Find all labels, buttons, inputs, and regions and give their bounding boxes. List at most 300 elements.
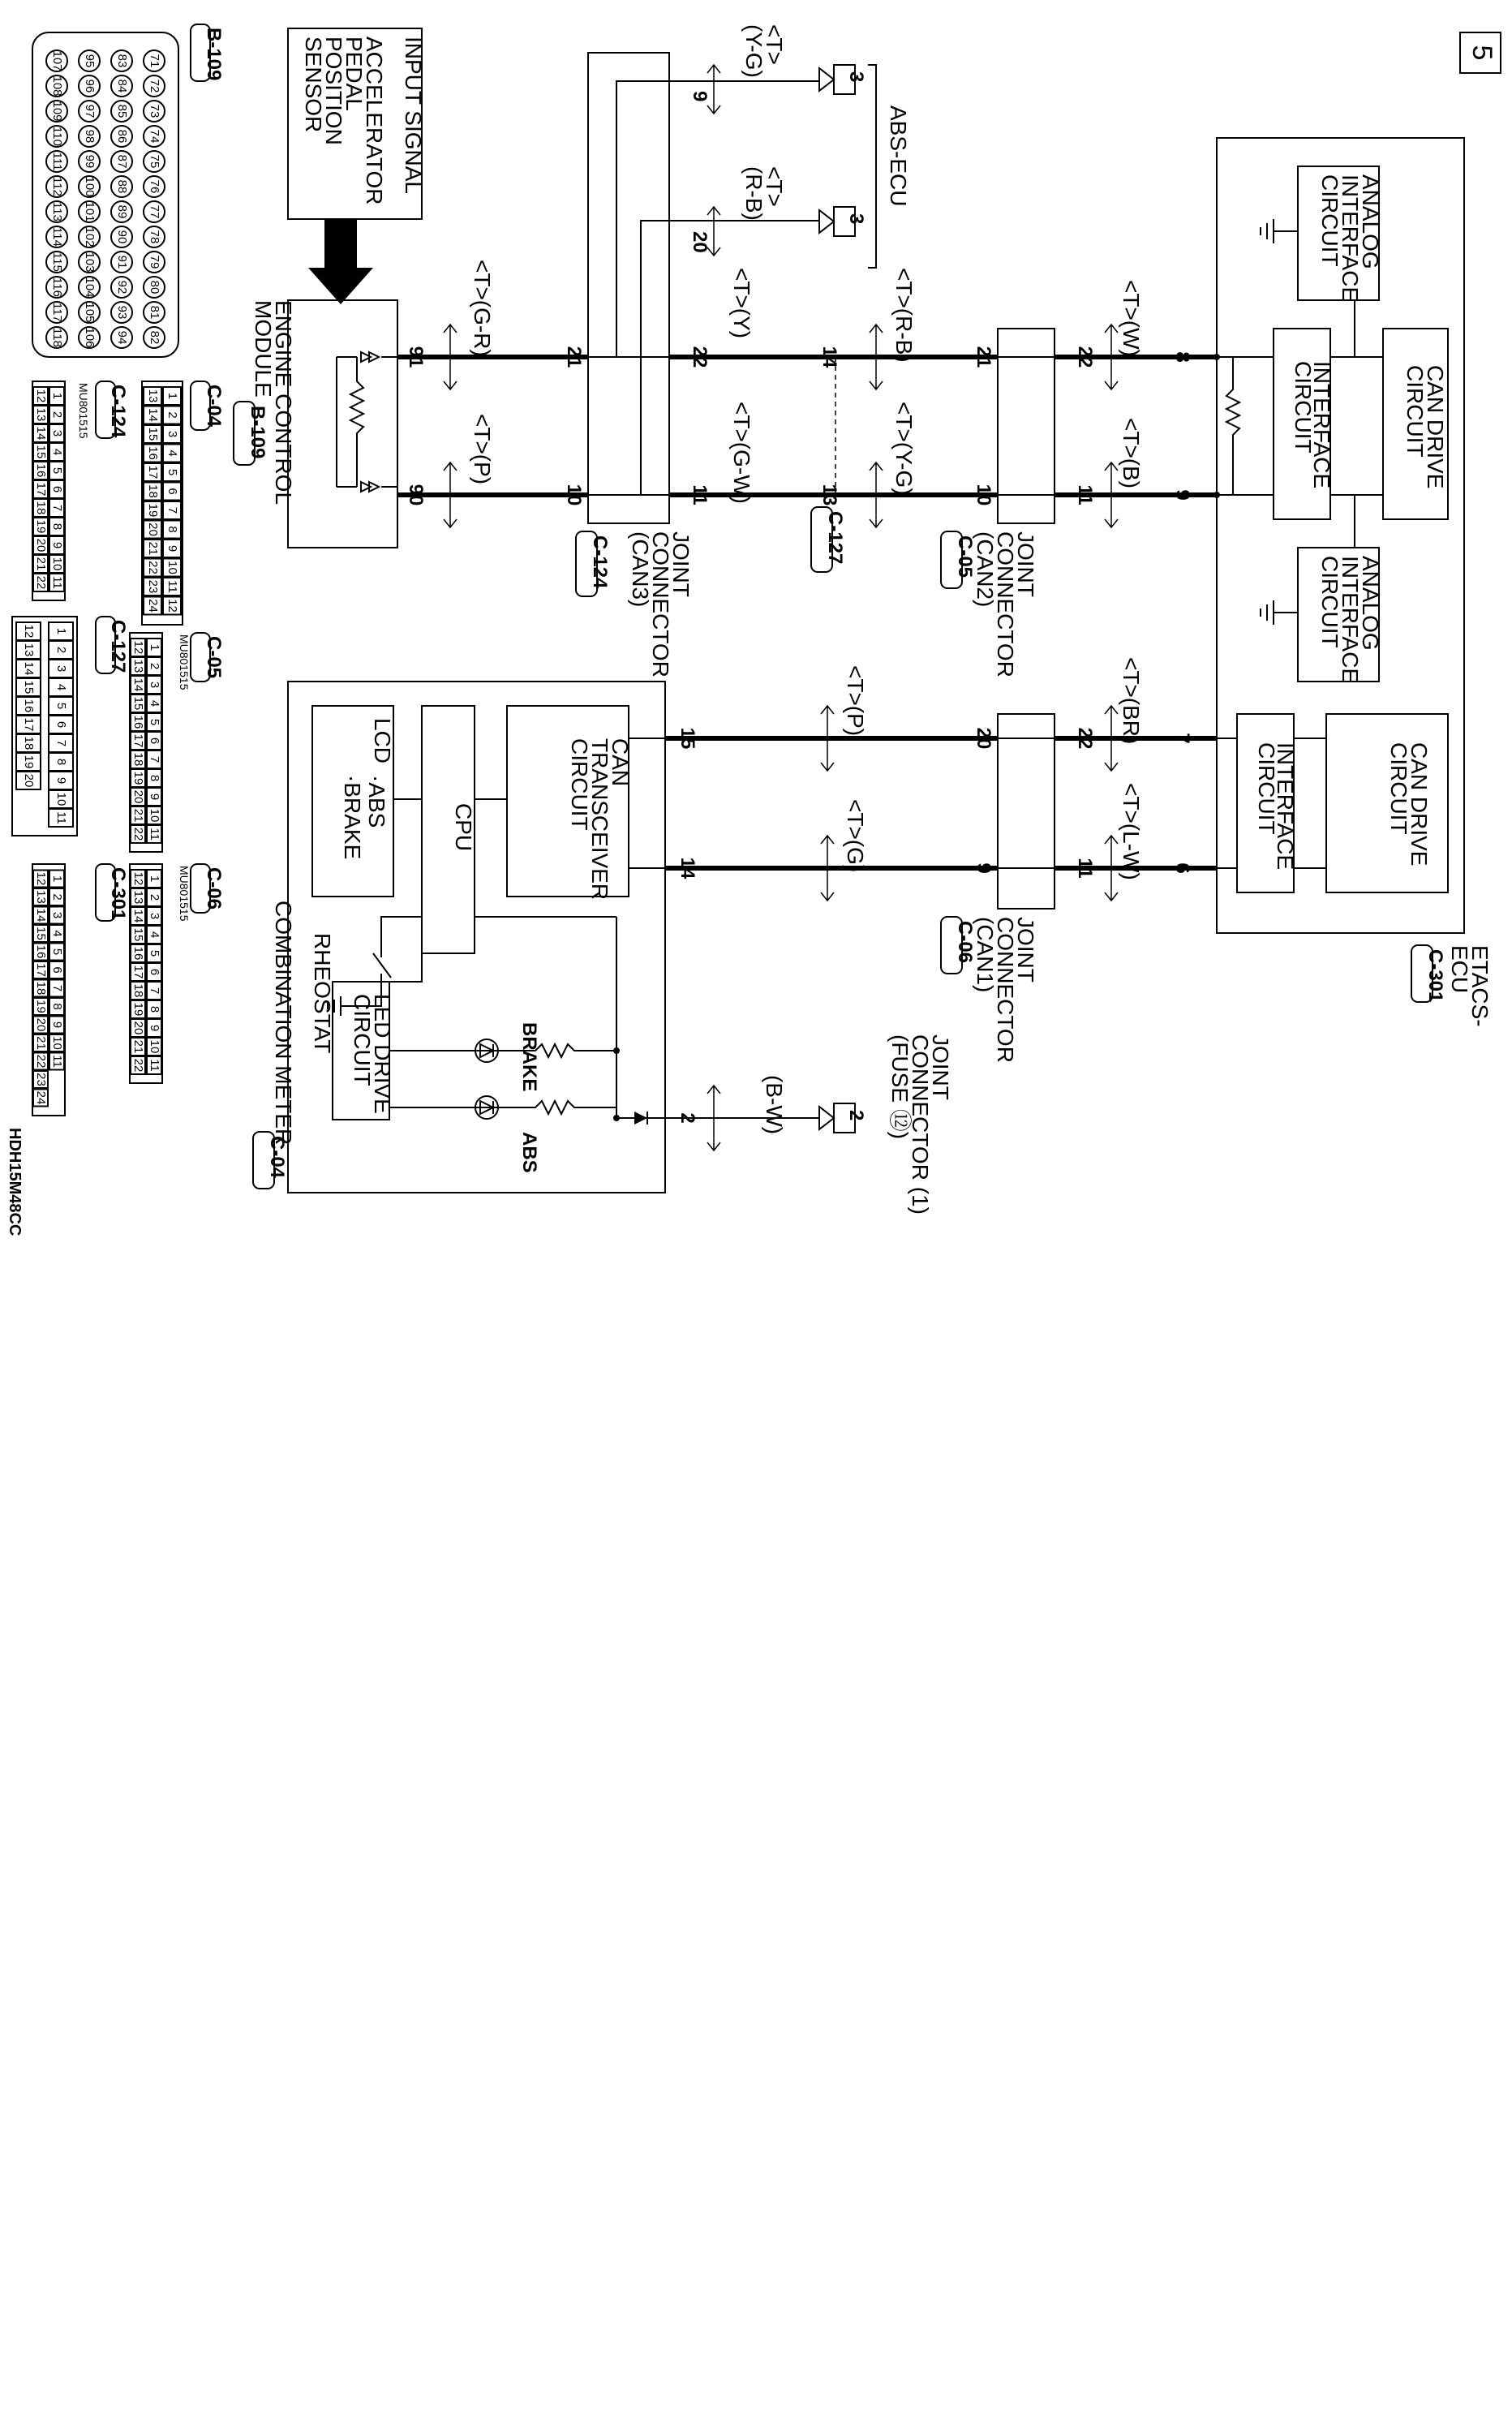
connector-pin-label: 98 [83, 129, 97, 144]
connector-pin-label: 12 [22, 624, 37, 639]
svg-text:B-109: B-109 [203, 28, 225, 81]
connector-pin-label: 20 [34, 538, 49, 553]
connector-pin-label: 9 [54, 776, 69, 785]
wire-label-meter-g: <T>(G) [843, 799, 868, 873]
connector-pin-label: 114 [50, 227, 65, 247]
wire-label-meter-p: <T>(P) [843, 665, 868, 737]
connector-pin-label: 102 [83, 226, 97, 247]
connector-pin-label: 106 [83, 327, 97, 348]
connector-pin-label: 23 [146, 579, 161, 594]
meter-pin-14: 14 [677, 857, 698, 879]
lcd-item-brake: ·BRAKE [340, 775, 365, 860]
engine-control-module-box [288, 300, 397, 548]
connector-pin-label: 94 [115, 330, 130, 345]
analog2-line3: CIRCUIT [1317, 556, 1342, 648]
connector-pin-label: 84 [115, 79, 130, 93]
connector-pin-label: 1 [50, 392, 65, 400]
c05-connector-view [130, 633, 225, 852]
connector-pin-label: 104 [83, 277, 97, 298]
meter-connector-tag [253, 1132, 288, 1189]
connector-pin-label: 110 [50, 127, 65, 146]
fuse-label-3: (FUSE ⑫) [887, 1034, 913, 1140]
connector-pin-label: 3 [50, 429, 65, 437]
page-number: 5 [1467, 45, 1498, 61]
wire-label-yg: <T>(Y-G) [891, 402, 917, 496]
connector-pin-label: 75 [148, 154, 162, 169]
connector-pin-label: 74 [148, 129, 162, 144]
can-bridge-meter [998, 738, 1055, 868]
connector-pin-label: 23 [34, 1073, 49, 1086]
connector-pin-label: 4 [148, 931, 162, 939]
connector-pin-label: 77 [148, 204, 162, 219]
interface2-line1: INTERFACE [1273, 742, 1298, 871]
connector-pin-label: 17 [146, 465, 161, 479]
connector-pin-label: 24 [34, 1090, 49, 1105]
abs-ecu-bracket [868, 65, 876, 268]
c127-pin-14: 14 [818, 346, 840, 368]
can3-pin-11: 11 [689, 484, 711, 505]
fuse-connector [819, 1103, 867, 1133]
terminating-resistor-ecm [350, 357, 363, 487]
ecm-diode-1 [361, 352, 379, 362]
abs-resistor [519, 1101, 616, 1114]
connector-pin-label: 7 [148, 755, 162, 763]
abs-wire1-color: (Y-G) [741, 24, 767, 78]
connector-pin-label: 108 [50, 75, 65, 97]
connector-pin-label: 6 [50, 485, 65, 493]
connector-pin-label: 20 [146, 522, 161, 536]
connector-pin-label: 18 [34, 981, 49, 996]
connector-pin-label: 12 [165, 599, 180, 613]
ecm-wire-label-gr: <T>(G-R) [470, 260, 495, 357]
etacs-link-2 [1294, 738, 1326, 868]
can-drive1-line2: CIRCUIT [1402, 365, 1428, 458]
connector-pin-label: 9 [50, 541, 65, 549]
connector-pin-label: 18 [131, 752, 146, 767]
connector-pin-label: 10 [165, 561, 180, 574]
connector-pin-label: 14 [34, 908, 49, 922]
connector-pin-label: 14 [34, 426, 49, 441]
c127-connector-tag [811, 507, 846, 572]
can3-label-3: (CAN3) [628, 531, 653, 608]
connector-pin-label: 19 [131, 771, 146, 785]
connector-pin-label: 9 [148, 793, 162, 801]
connector-pin-label: 11 [50, 1055, 65, 1068]
connector-pin-label: 78 [148, 230, 162, 244]
abs-connector-2 [819, 207, 867, 236]
connector-pin-label: 21 [146, 541, 161, 556]
can1-pin-11: 11 [1074, 858, 1096, 879]
etacs-upper-links [1217, 357, 1274, 495]
connector-pin-label: 3 [148, 681, 162, 689]
can1-pin-22: 22 [1074, 727, 1096, 750]
connector-pin-label: 18 [34, 501, 49, 515]
connector-pin-label: 1 [165, 392, 180, 400]
svg-text:MU801515: MU801515 [178, 634, 191, 690]
svg-text:C-05: C-05 [954, 535, 976, 578]
connector-pin-label: 21 [34, 557, 49, 571]
wire-label-b: <T>(B) [1119, 418, 1144, 489]
meter-label: COMBINATION METER [271, 901, 296, 1146]
connector-pin-label: 22 [131, 1058, 146, 1073]
connector-pin-label: 82 [148, 330, 162, 345]
connector-pin-label: 11 [165, 580, 180, 593]
ecm-diode-2 [361, 482, 379, 492]
connector-pin-label: 12 [34, 871, 49, 886]
can2-label-2: CONNECTOR [993, 531, 1018, 677]
etacs-pin-9: 9 [1171, 489, 1193, 501]
transceiver-line1: CAN [608, 738, 633, 787]
connector-pin-label: 92 [115, 280, 130, 295]
svg-text:MU801515: MU801515 [178, 866, 191, 922]
etacs-label-2: ECU [1447, 945, 1472, 994]
connector-pin-label: 24 [146, 599, 161, 613]
ground-icon [1261, 600, 1298, 625]
connector-pin-label: 115 [50, 252, 65, 272]
c127-connector-view [12, 617, 129, 836]
connector-pin-label: 4 [148, 699, 162, 707]
connector-pin-label: 16 [131, 715, 146, 729]
connector-pin-label: 85 [115, 104, 130, 118]
can1-label-2: CONNECTOR [993, 917, 1018, 1063]
connector-pin-label: 99 [83, 154, 97, 169]
connector-pin-label: 6 [148, 737, 162, 745]
wire-label-rb: <T>(R-B) [891, 268, 917, 363]
connector-pin-label: 22 [34, 1054, 49, 1069]
can1-label-1: JOINT [1013, 917, 1038, 983]
wire-label-lw: <T>(L-W) [1119, 783, 1144, 880]
connector-pin-label: 8 [50, 1003, 65, 1010]
connector-pin-label: 17 [131, 733, 146, 748]
can1-connector-tag [941, 917, 976, 974]
abs-ecu-label: ABS-ECU [886, 105, 911, 207]
meter-power-rail [475, 917, 616, 1118]
connector-pin-label: 8 [165, 526, 180, 533]
can-drive1-line1: CAN DRIVE [1423, 365, 1448, 489]
connector-pin-label: 80 [148, 280, 162, 295]
connector-pin-label: 13 [22, 643, 37, 657]
led-wires [389, 1051, 519, 1107]
connector-pin-label: 13 [131, 659, 146, 673]
connector-pin-label: 1 [148, 875, 162, 883]
connector-pin-label: 95 [83, 54, 97, 68]
connector-pin-label: 6 [165, 488, 180, 495]
svg-text:C-127: C-127 [107, 620, 129, 673]
connector-pin-label: 15 [131, 696, 146, 711]
connector-pin-label: 10 [50, 557, 65, 571]
connector-pin-label: 14 [131, 909, 146, 923]
connector-pin-label: 20 [131, 1021, 146, 1035]
lcd-item-abs: ·ABS [364, 775, 389, 828]
connector-pin-label: 2 [50, 411, 65, 419]
can3-connector-tag [576, 531, 611, 596]
connector-pin-label: 71 [148, 54, 162, 68]
c301-connector-view [32, 864, 129, 1116]
connector-pin-label: 17 [34, 482, 49, 497]
connector-pin-label: 4 [165, 449, 180, 457]
connector-pin-label: 17 [131, 965, 146, 979]
can2-label-3: (CAN2) [973, 531, 998, 608]
can2-pin-11: 11 [1074, 484, 1096, 505]
connector-pin-label: 11 [148, 1059, 162, 1072]
interface1-line2: CIRCUIT [1291, 361, 1316, 454]
connector-pin-label: 7 [50, 504, 65, 512]
connector-pin-label: 7 [50, 984, 65, 992]
etacs-pin-8: 8 [1171, 351, 1193, 363]
connector-pin-label: 17 [34, 963, 49, 977]
connector-pin-label: 13 [34, 407, 49, 422]
connector-pin-label: 88 [115, 179, 130, 194]
analog1-line2: INTERFACE [1338, 174, 1363, 303]
connector-pin-label: 4 [54, 683, 69, 691]
input-signal-line2: ACCELERATOR [362, 37, 387, 205]
connector-pin-label: 21 [131, 808, 146, 823]
etacs-connector-tag [1411, 945, 1446, 1002]
meter-pin-15: 15 [677, 727, 698, 750]
svg-text:MU801515: MU801515 [77, 383, 90, 439]
connector-pin-label: 8 [50, 522, 65, 531]
connector-pin-label: 6 [50, 966, 65, 974]
connector-pin-label: 8 [54, 758, 69, 766]
svg-text:C-301: C-301 [107, 867, 129, 921]
connector-pin-label: 5 [54, 702, 69, 710]
connector-pin-label: 1 [54, 627, 69, 635]
connector-pin-label: 10 [50, 1036, 65, 1050]
connector-pin-label: 8 [148, 1005, 162, 1013]
can1-pin-20: 20 [973, 727, 994, 750]
svg-text:C-124: C-124 [589, 535, 611, 589]
connector-pin-label: 15 [146, 427, 161, 441]
ecm-label-2: MODULE [251, 300, 276, 398]
analog1-line1: ANALOG [1358, 174, 1383, 269]
fuse-wire-label: (B-W) [762, 1075, 787, 1135]
cpu-label: CPU [451, 803, 476, 852]
connector-pin-label: 105 [83, 302, 97, 323]
connector-pin-label: 7 [148, 987, 162, 995]
connector-pin-label: 2 [148, 662, 162, 670]
wire-label-w: <T>(W) [1119, 280, 1144, 357]
svg-text:B-109: B-109 [247, 406, 268, 459]
meter-pin-2: 2 [677, 1112, 698, 1124]
connector-pin-label: 2 [50, 893, 65, 901]
svg-text:3: 3 [845, 213, 867, 225]
connector-pin-label: 15 [22, 680, 37, 695]
abs-wire2-type: <T> [762, 166, 787, 207]
svg-text:C-04: C-04 [266, 1136, 288, 1179]
joint-connector-can3-box [588, 53, 669, 523]
ecm-wire-label-p: <T>(P) [470, 414, 495, 485]
connector-pin-label: 1 [50, 875, 65, 883]
connector-pin-label: 83 [115, 54, 130, 68]
fuse-label-1: JOINT [928, 1034, 953, 1100]
can3-pin-10: 10 [563, 484, 585, 506]
can3-label-1: JOINT [668, 531, 694, 597]
svg-text:2: 2 [845, 1110, 867, 1121]
connector-pin-label: 4 [50, 448, 65, 456]
connector-pin-label: 13 [34, 890, 49, 904]
connector-pin-label: 101 [83, 201, 97, 222]
connector-pin-label: 21 [131, 1039, 146, 1054]
connector-pin-label: 19 [146, 503, 161, 518]
interface1-line1: INTERFACE [1309, 361, 1334, 489]
connector-pin-label: 2 [148, 893, 162, 901]
c124-connector-view [32, 381, 129, 600]
connector-pin-label: 13 [146, 389, 161, 403]
can-drive2-line2: CIRCUIT [1386, 742, 1411, 835]
connector-pin-label: 87 [115, 154, 130, 169]
connector-pin-label: 18 [131, 983, 146, 998]
connector-pin-label: 22 [146, 561, 161, 574]
signal-arrow-icon [308, 219, 373, 304]
lcd-label: LCD [370, 718, 395, 764]
connector-pin-label: 100 [83, 176, 97, 197]
terminating-resistor-etacs [1226, 357, 1239, 495]
abs-pin-9: 9 [689, 91, 711, 102]
figure-code: HDH15M48CC [6, 1128, 24, 1236]
connector-pin-label: 12 [131, 871, 146, 886]
abs-wire2-color: (R-B) [741, 166, 767, 221]
input-signal-line1: INPUT SIGNAL [401, 37, 426, 194]
connector-pin-label: 19 [131, 1002, 146, 1017]
interface2-line2: CIRCUIT [1254, 742, 1279, 835]
can2-connector-tag [941, 531, 976, 588]
abs-label: ABS [518, 1132, 540, 1173]
connector-pin-label: 7 [165, 506, 180, 514]
can2-pin-22: 22 [1074, 346, 1096, 368]
connector-pin-label: 8 [148, 774, 162, 782]
connector-pin-label: 10 [148, 808, 162, 823]
ground-icon [1261, 219, 1298, 243]
connector-pin-label: 11 [148, 828, 162, 841]
wire-label-br: <T>(BR) [1119, 657, 1144, 745]
connector-pin-label: 18 [22, 736, 37, 750]
connector-pin-label: 11 [54, 811, 69, 824]
connector-pin-label: 116 [50, 277, 65, 297]
transceiver-line2: TRANSCEIVER [587, 738, 612, 901]
c04-connector-view [142, 381, 225, 625]
connector-pin-label: 15 [34, 445, 49, 459]
connector-pin-label: 18 [146, 484, 161, 498]
connector-pin-label: 118 [50, 328, 65, 347]
connector-pin-label: 109 [50, 101, 65, 122]
connector-pin-label: 111 [50, 152, 65, 171]
connector-pin-label: 14 [131, 677, 146, 692]
junction-dot [613, 1047, 620, 1054]
transceiver-links [629, 738, 665, 868]
can2-pin-21: 21 [973, 346, 994, 368]
svg-text:C-06: C-06 [954, 921, 976, 964]
connector-pin-label: 90 [115, 230, 130, 244]
svg-text:C-04: C-04 [203, 385, 225, 428]
input-signal-line4: POSITION [321, 37, 346, 145]
analog1-line3: CIRCUIT [1317, 174, 1342, 267]
ecm-connector-tag [234, 402, 268, 465]
wire-label-y: <T>(Y) [729, 268, 754, 339]
led-drive-line2: CIRCUIT [350, 994, 375, 1086]
connector-pin-label: 6 [148, 968, 162, 976]
svg-text:C-301: C-301 [1424, 949, 1446, 1003]
connector-pin-label: 5 [50, 948, 65, 956]
led-drive-line1: LED DRIVE [370, 994, 395, 1114]
connector-pin-label: 21 [34, 1036, 49, 1050]
connector-pin-label: 15 [131, 927, 146, 942]
connector-pin-label: 1 [148, 643, 162, 652]
connector-pin-label: 12 [34, 389, 49, 403]
connector-pin-label: 73 [148, 104, 162, 118]
can3-label-2: CONNECTOR [648, 531, 673, 677]
input-signal-line5: SENSOR [301, 37, 326, 133]
can2-pin-10: 10 [973, 484, 994, 506]
connector-pin-label: 16 [34, 463, 49, 478]
can3-pin-22: 22 [689, 346, 711, 368]
connector-pin-label: 79 [148, 255, 162, 269]
b109-connector-view [32, 24, 225, 357]
connector-pin-label: 12 [131, 640, 146, 655]
input-signal-line3: PEDAL [341, 37, 367, 111]
etacs-pin-6: 6 [1171, 862, 1193, 874]
abs-connector-1 [819, 65, 867, 94]
can2-label-1: JOINT [1013, 531, 1038, 597]
connector-pin-label: 9 [148, 1024, 162, 1032]
connector-pin-label: 16 [146, 446, 161, 460]
connector-pin-label: 16 [22, 699, 37, 713]
transceiver-line3: CIRCUIT [567, 738, 592, 831]
svg-text:C-127: C-127 [824, 511, 846, 565]
connector-pin-label: 19 [34, 1000, 49, 1013]
connector-pin-label: 20 [22, 773, 37, 788]
connector-pin-label: 3 [148, 912, 162, 920]
connector-pin-label: 10 [54, 792, 69, 806]
fuse-label-2: CONNECTOR (1) [908, 1034, 933, 1215]
connector-pin-label: 2 [165, 411, 180, 419]
connector-pin-label: 22 [34, 575, 49, 590]
etacs-label-1: ETACS- [1467, 945, 1493, 1027]
connector-pin-label: 103 [83, 252, 97, 273]
joint-connector-can1-box [998, 714, 1055, 909]
connector-pin-label: 9 [50, 1021, 65, 1029]
connector-pin-label: 14 [146, 408, 161, 422]
ecm-pin-links [381, 357, 397, 487]
abs-branch-wire-1 [616, 81, 819, 357]
cpu-led-link [389, 953, 422, 982]
connector-pin-label: 5 [148, 718, 162, 726]
connector-pin-label: 117 [50, 303, 65, 322]
connector-pin-label: 19 [22, 755, 37, 769]
connector-pin-label: 5 [165, 468, 180, 476]
connector-pin-label: 20 [34, 1017, 49, 1032]
connector-pin-label: 81 [148, 305, 162, 320]
ecm-pin-90: 90 [405, 484, 427, 506]
connector-pin-label: 3 [50, 911, 65, 919]
connector-pin-label: 11 [50, 576, 65, 589]
connector-pin-label: 20 [131, 789, 146, 804]
svg-text:3: 3 [845, 71, 867, 83]
connector-pin-label: 16 [131, 946, 146, 961]
can3-pin-21: 21 [563, 346, 585, 368]
connector-pin-label: 13 [131, 890, 146, 905]
connector-pin-label: 96 [83, 79, 97, 93]
connector-pin-label: 9 [165, 544, 180, 553]
connector-pin-label: 97 [83, 104, 97, 118]
connector-pin-label: 4 [50, 930, 65, 937]
connector-pin-label: 5 [148, 949, 162, 957]
etacs-link-1 [1330, 357, 1383, 495]
connector-pin-label: 76 [148, 179, 162, 194]
connector-pin-label: 5 [50, 467, 65, 475]
connector-pin-label: 3 [54, 664, 69, 673]
connector-pin-label: 6 [54, 720, 69, 729]
junction-dot [613, 1115, 620, 1121]
